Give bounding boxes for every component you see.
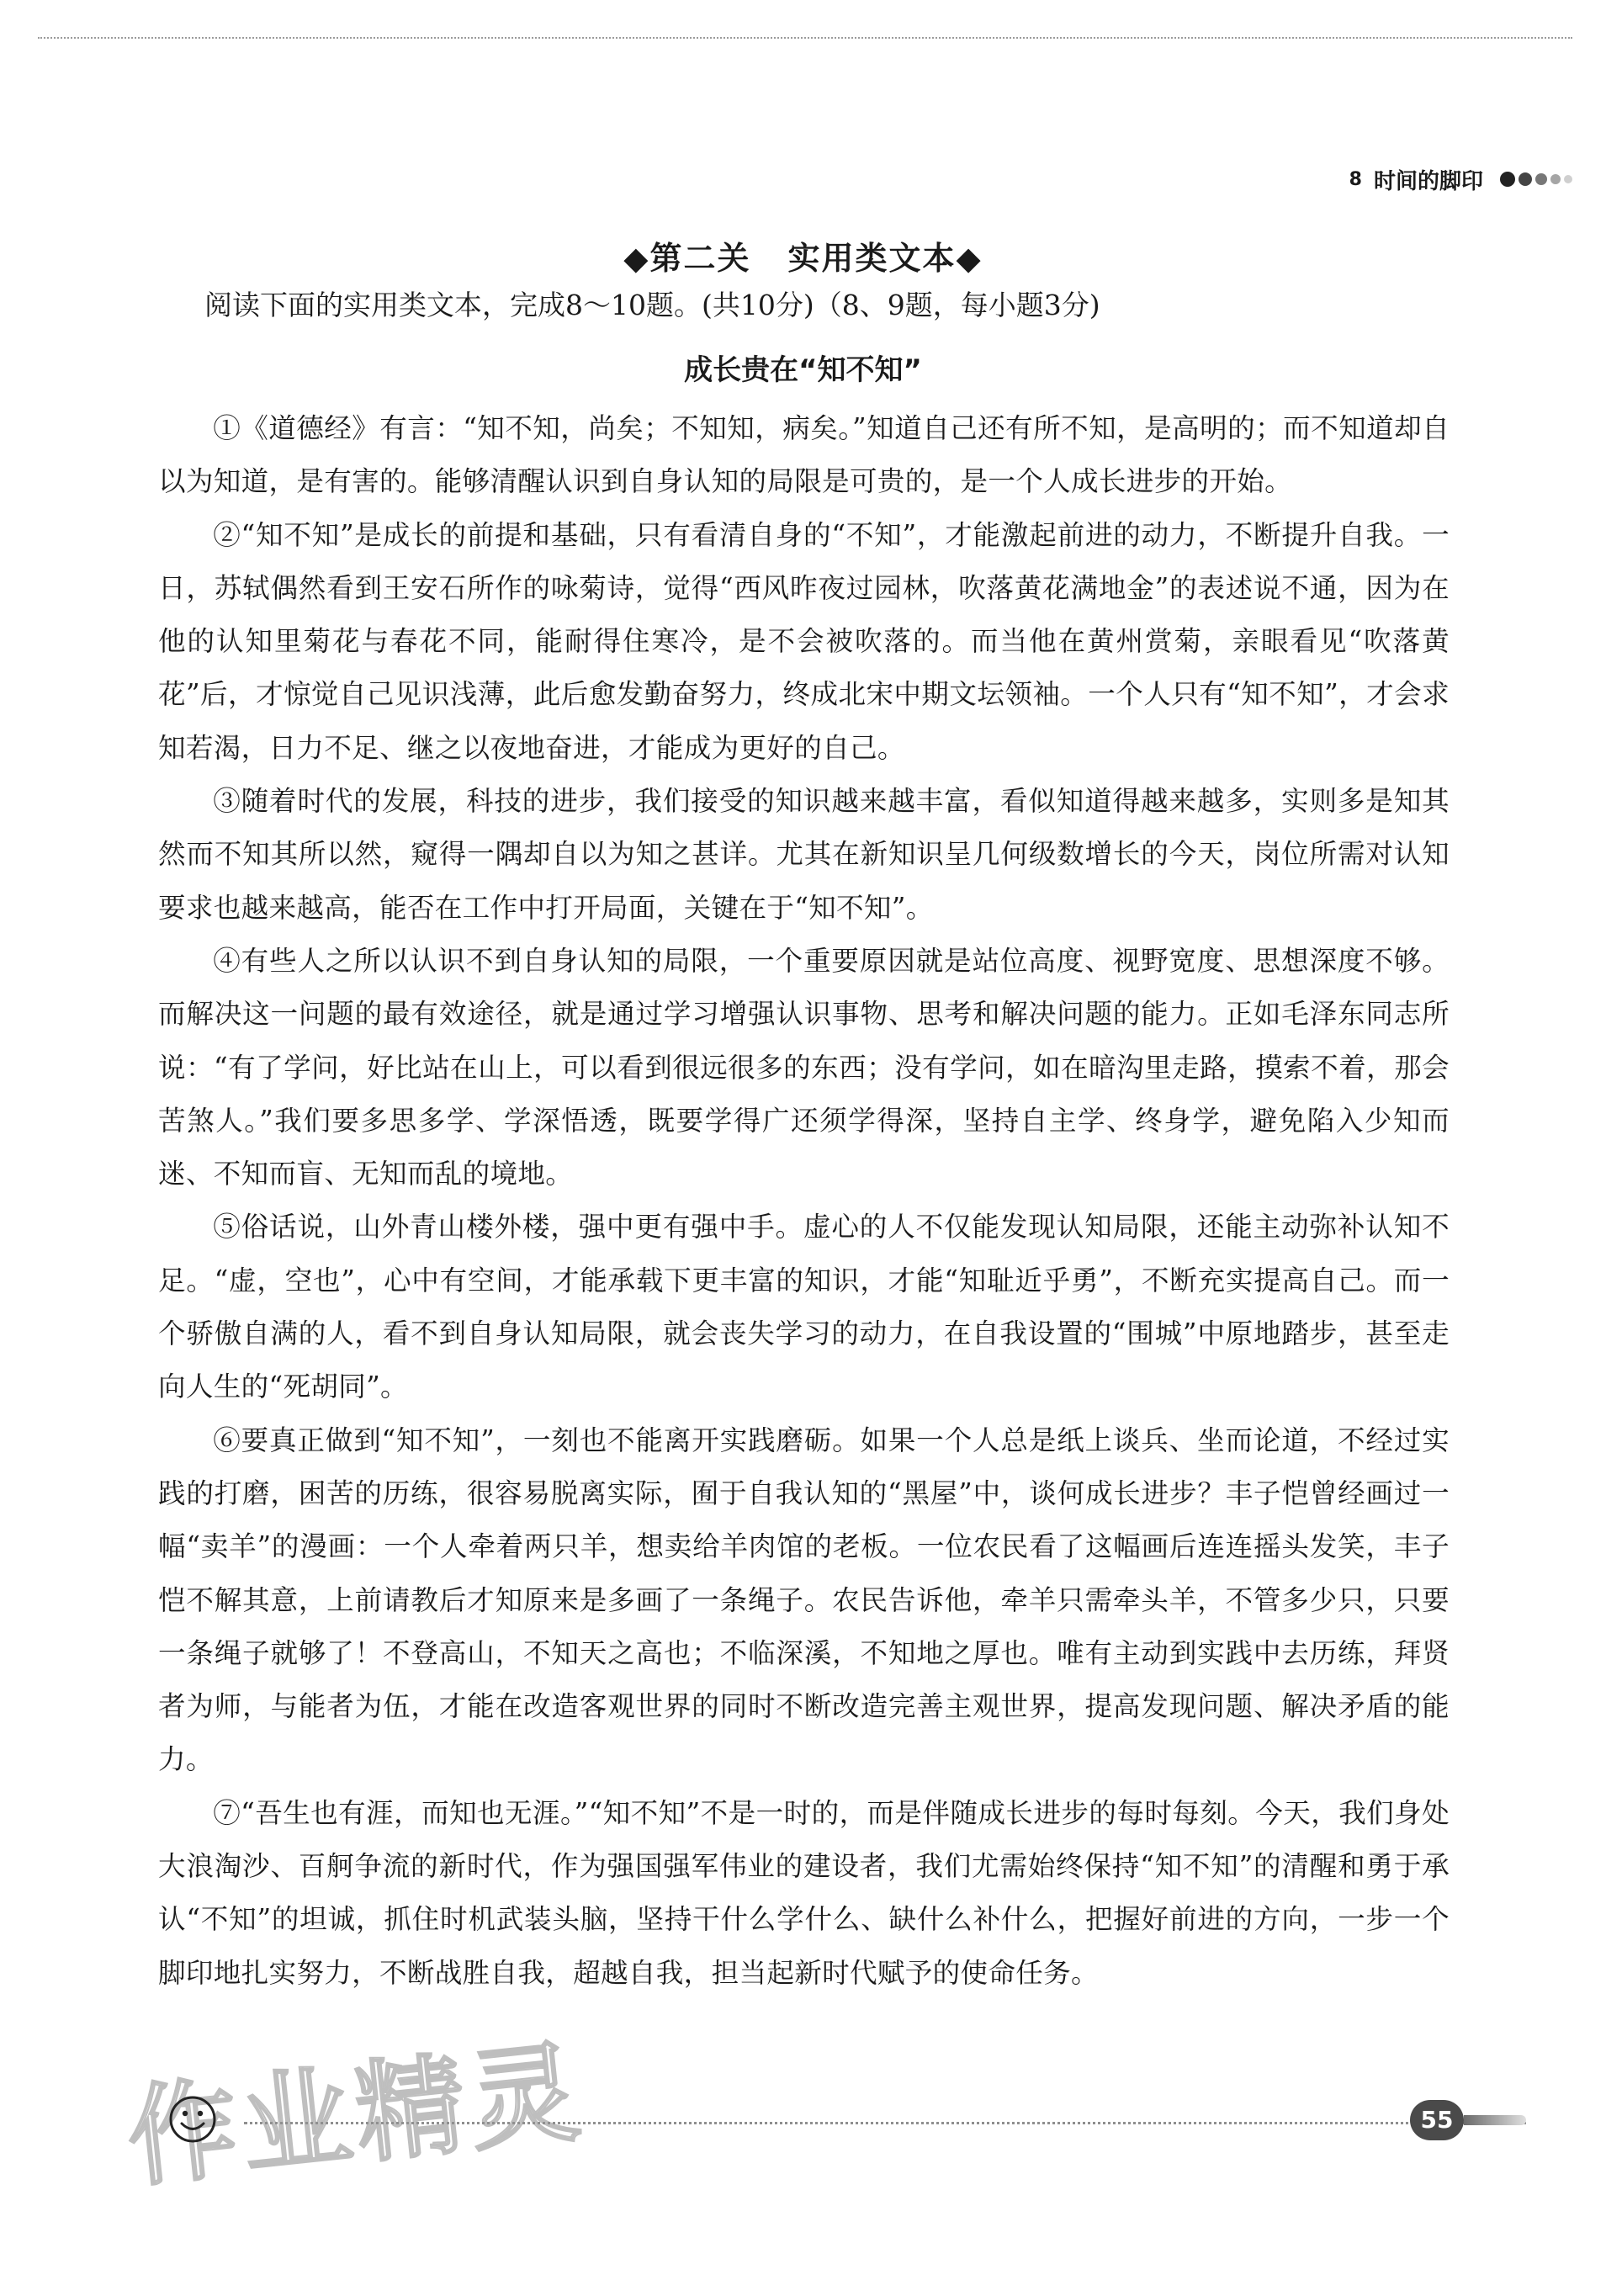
dot-icon (1564, 175, 1572, 183)
paragraph-1: ①《道德经》有言：“知不知，尚矣；不知知，病矣。”知道自己还有所不知，是高明的；而不知道却自以为知道，是有害的。能够清醒认识到自身认知的局限是可贵的，是一个人成长进步的开始。 (158, 412, 1450, 498)
article-title: 成长贵在“知不知” (684, 353, 922, 387)
running-header (1349, 165, 1572, 194)
smiley-icon (168, 2095, 217, 2144)
bottom-dotted-rule (244, 2122, 1526, 2124)
paragraph-2: ②“知不知”是成长的前提和基础，只有看清自身的“不知”，才能激起前进的动力，不断提升自我。一日，苏轼偶然看到王安石所作的咏菊诗，觉得“西风昨夜过园林，吹落黄花满地金”的表述说不通，因为在他的认知里菊花与春花不同，能耐得住寒冷，是不会被吹落的。而当他在黄州赏菊，亲眼看见“吹落黄花”后，才惊觉自己见识浅薄，此后愈发勤奋努力，终成北宋中期文坛领袖。一个人只有“知不知”，才会求知若渴，日力不足、继之以夜地奋进，才能成为更好的自己。 (158, 518, 1450, 764)
section-name: 实用类文本◆ (787, 240, 983, 277)
watermark-text: 作业精灵 (121, 2027, 591, 2203)
reading-instruction: 阅读下面的实用类文本，完成8～10题。(共10分)（8、9题，每小题3分) (204, 289, 1100, 321)
header-dots-decoration (1500, 172, 1572, 187)
page-number-tail-decoration (1464, 2115, 1526, 2125)
dot-icon (1519, 172, 1532, 186)
paragraph-6: ⑥要真正做到“知不知”，一刻也不能离开实践磨砺。如果一个人总是纸上谈兵、坐而论道，不经过实践的打磨，困苦的历练，很容易脱离实际，囿于自我认知的“黑屋”中，谈何成长进步？丰子恺曾经画过一幅“卖羊”的漫画：一个人牵着两只羊，想卖给羊肉馆的老板。一位农民看了这幅画后连连摇头发笑，丰子恺不解其意，上前请教后才知原来是多画了一条绳子。农民告诉他，牵羊只需牵头羊，不管多少只，只要一条绳子就够了！不登高山，不知天之高也；不临深溪，不知地之厚也。唯有主动到实践中去历练，拜贤者为师，与能者为伍，才能在改造客观世界的同时不断改造完善主观世界，提高发现问题、解决矛盾的能力。 (158, 1424, 1450, 1776)
paragraph-7: ⑦“吾生也有涯，而知也无涯。”“知不知”不是一时的，而是伴随成长进步的每时每刻。今天，我们身处大浪淘沙、百舸争流的新时代，作为强国强军伟业的建设者，我们尤需始终保持“知不知”的清醒和勇于承认“不知”的坦诚，抓住时机武装头脑，坚持干什么学什么、缺什么补什么，把握好前进的方向，一步一个脚印地扎实努力，不断战胜自我，超越自我，担当起新时代赋予的使命任务。 (158, 1796, 1450, 1989)
paragraph-5: ⑤俗话说，山外青山楼外楼，强中更有强中手。虚心的人不仅能发现认知局限，还能主动弥补认知不足。“虚，空也”，心中有空间，才能承载下更丰富的知识，才能“知耻近乎勇”，不断充实提高自己。而一个骄傲自满的人，看不到自身认知局限，就会丧失学习的动力，在自我设置的“围城”中原地踏步，甚至走向人生的“死胡同”。 (158, 1211, 1450, 1403)
dot-icon (1550, 174, 1561, 184)
paragraph-4: ④有些人之所以认识不到自身认知的局限，一个重要原因就是站位高度、视野宽度、思想深度不够。而解决这一问题的最有效途径，就是通过学习增强认识事物、思考和解决问题的能力。正如毛泽东同志所说：“有了学问，好比站在山上，可以看到很远很多的东西；没有学问，如在暗沟里走路，摸索不着，那会苦煞人。”我们要多思多学、学深悟透，既要学得广还须学得深，坚持自主学、终身学，避免陷入少知而迷、不知而盲、无知而乱的境地。 (158, 944, 1450, 1190)
section-prefix: ◆第二关 (623, 240, 751, 277)
top-dotted-rule (38, 37, 1572, 39)
paragraph-3: ③随着时代的发展，科技的进步，我们接受的知识越来越丰富，看似知道得越来越多，实则多是知其然而不知其所以然，窥得一隅却自以为知之甚详。尤其在新知识呈几何级数增长的今天，岗位所需对认知要求也越来越高，能否在工作中打开局面，关键在于“知不知”。 (158, 785, 1450, 924)
page-number-badge: 55 (1410, 2100, 1464, 2140)
chapter-title: 时间的脚印 (1373, 168, 1483, 194)
article-body (158, 402, 1450, 2000)
section-title (0, 232, 1606, 278)
dot-icon (1500, 172, 1515, 187)
dot-icon (1535, 173, 1547, 185)
chapter-number: 8 (1349, 168, 1362, 190)
